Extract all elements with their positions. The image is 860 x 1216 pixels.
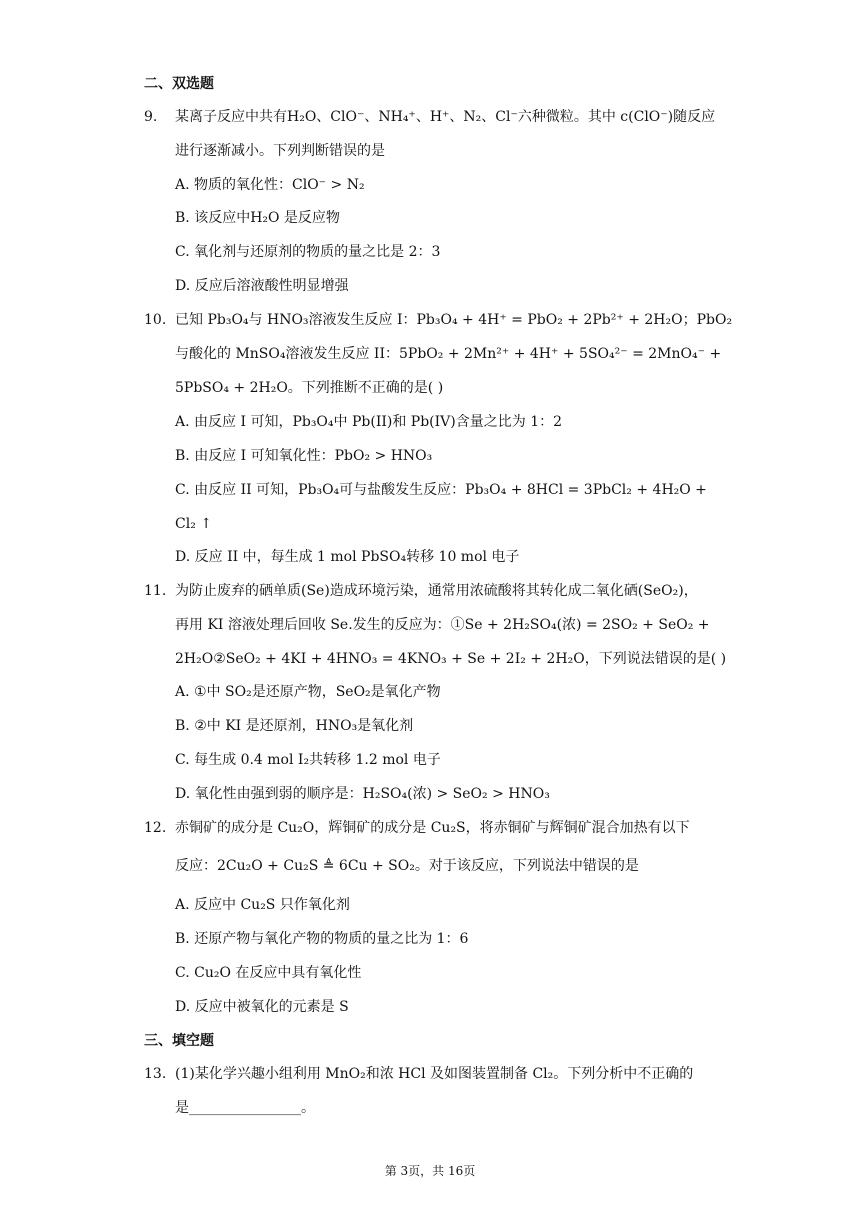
option-d: D. 氧化性由强到弱的顺序是：H₂SO₄(浓) > SeO₂ > HNO₃ bbox=[175, 786, 550, 802]
question-text: 赤铜矿的成分是 Cu₂O，辉铜矿的成分是 Cu₂S，将赤铜矿与辉铜矿混合加热有以下 bbox=[175, 820, 690, 836]
question-text: 已知 Pb₃O₄与 HNO₃溶液发生反应 I：Pb₃O₄ + 4H⁺ = PbO₂ + 2Pb²⁺ + 2H₂O；PbO₂ bbox=[175, 312, 733, 328]
option-c: C. Cu₂O 在反应中具有氧化性 bbox=[175, 965, 362, 981]
question-text: 反应：2Cu₂O + Cu₂S ≜ 6Cu + SO₂。对于该反应，下列说法中错误的是 bbox=[175, 858, 639, 874]
question-number: 11. bbox=[144, 583, 167, 599]
page-footer: 第 3页，共 16页 bbox=[384, 1164, 476, 1178]
question-number: 10. bbox=[144, 312, 167, 328]
question-text: 进行逐渐减小。下列判断错误的是 bbox=[175, 143, 385, 159]
question-number: 12. bbox=[144, 820, 167, 836]
option-b: B. 还原产物与氧化产物的物质的量之比为 1：6 bbox=[175, 931, 469, 947]
option-a: A. ①中 SO₂是还原产物，SeO₂是氧化产物 bbox=[175, 684, 441, 700]
question-text: 2H₂O②SeO₂ + 4KI + 4HNO₃ = 4KNO₃ + Se + 2I₂ + 2H₂O，下列说法错误的是( ) bbox=[175, 651, 727, 667]
option-d: D. 反应后溶液酸性明显增强 bbox=[175, 278, 349, 294]
option-c: C. 由反应 II 可知，Pb₃O₄可与盐酸发生反应：Pb₃O₄ + 8HCl = 3PbCl₂ + 4H₂O + bbox=[175, 482, 707, 498]
option-c: C. 每生成 0.4 mol I₂共转移 1.2 mol 电子 bbox=[175, 752, 441, 768]
option-b: B. 由反应 I 可知氧化性：PbO₂ > HNO₃ bbox=[175, 448, 433, 464]
question-text: 5PbSO₄ + 2H₂O。下列推断不正确的是( ) bbox=[175, 380, 444, 396]
question-text: 与酸化的 MnSO₄溶液发生反应 II：5PbO₂ + 2Mn²⁺ + 4H⁺ + 5SO₄²⁻ = 2MnO₄⁻ + bbox=[175, 346, 722, 362]
question-number: 9. bbox=[144, 109, 158, 125]
option-c: C. 氧化剂与还原剂的物质的量之比是 2：3 bbox=[175, 244, 441, 260]
question-text: 是________________。 bbox=[175, 1100, 315, 1116]
question-text: (1)某化学兴趣小组利用 MnO₂和浓 HCl 及如图装置制备 Cl₂。下列分析中不正确的 bbox=[175, 1066, 694, 1082]
option-b: B. ②中 KI 是还原剂，HNO₃是氧化剂 bbox=[175, 718, 414, 734]
option-b: B. 该反应中H₂O 是反应物 bbox=[175, 210, 340, 226]
option-a: A. 物质的氧化性：ClO⁻ > N₂ bbox=[175, 177, 365, 193]
section-heading-double-choice: 二、双选题 bbox=[144, 76, 214, 92]
question-text: 为防止废弃的硒单质(Se)造成环境污染，通常用浓硫酸将其转化成二氧化硒(SeO₂)， bbox=[175, 583, 698, 599]
option-c-continued: Cl₂ ↑ bbox=[175, 516, 212, 532]
option-a: A. 由反应 I 可知，Pb₃O₄中 Pb(II)和 Pb(IV)含量之比为 1：2 bbox=[175, 414, 563, 430]
option-d: D. 反应中被氧化的元素是 S bbox=[175, 999, 349, 1015]
question-text: 再用 KI 溶液处理后回收 Se.发生的反应为：①Se + 2H₂SO₄(浓) = 2SO₂ + SeO₂ + bbox=[175, 617, 710, 633]
question-text: 某离子反应中共有H₂O、ClO⁻、NH₄⁺、H⁺、N₂、Cl⁻六种微粒。其中 c(ClO⁻)随反应 bbox=[175, 109, 716, 125]
option-a: A. 反应中 Cu₂S 只作氧化剂 bbox=[175, 897, 350, 913]
question-number: 13. bbox=[144, 1066, 167, 1082]
option-d: D. 反应 II 中，每生成 1 mol PbSO₄转移 10 mol 电子 bbox=[175, 549, 520, 565]
section-heading-fill-blank: 三、填空题 bbox=[144, 1033, 214, 1049]
